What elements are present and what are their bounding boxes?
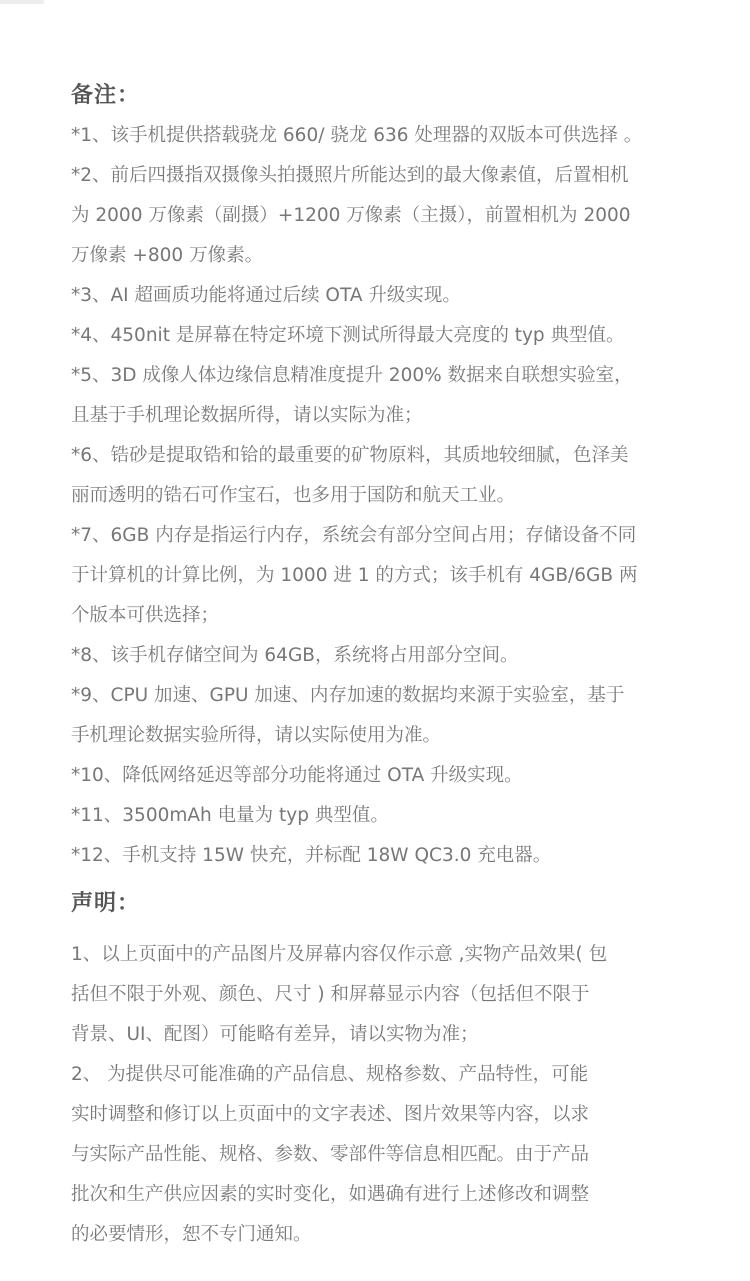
declaration-line: 2、 为提供尽可能准确的产品信息、规格参数、产品特性，可能 <box>71 1064 589 1085</box>
note-line: 丽而透明的锆石可作宝石，也多用于国防和航天工业。 <box>71 485 516 506</box>
note-line: *12、手机支持 15W 快充，并标配 18W QC3.0 充电器。 <box>71 845 552 866</box>
note-line: *1、该手机提供搭载骁龙 660/ 骁龙 636 处理器的双版本可供选择 。 <box>71 125 643 146</box>
note-line: 且基于手机理论数据所得，请以实际为准； <box>71 405 423 426</box>
note-line: *11、3500mAh 电量为 typ 典型值。 <box>71 805 389 826</box>
declaration-line: 的必要情形，恕不专门通知。 <box>71 1224 312 1245</box>
note-line: 万像素 +800 万像素。 <box>71 245 264 266</box>
notes-list <box>71 116 711 876</box>
declaration-heading: 声明： <box>71 891 141 916</box>
note-line: *4、450nit 是屏幕在特定环境下测试所得最大亮度的 typ 典型值。 <box>71 325 625 346</box>
declaration-list <box>71 935 711 1255</box>
top-edge-tab <box>0 0 44 4</box>
note-line: *3、AI 超画质功能将通过后续 OTA 升级实现。 <box>71 285 461 306</box>
declaration-line: 实时调整和修订以上页面中的文字表述、图片效果等内容，以求 <box>71 1104 590 1125</box>
note-line: 于计算机的计算比例，为 1000 进 1 的方式；该手机有 4GB/6GB 两 <box>71 565 638 586</box>
note-line: 为 2000 万像素（副摄）+1200 万像素（主摄），前置相机为 2000 <box>71 205 631 226</box>
note-line: *5、3D 成像人体边缘信息精准度提升 200% 数据来自联想实验室， <box>71 365 633 386</box>
note-line: *10、降低网络延迟等部分功能将通过 OTA 升级实现。 <box>71 765 523 786</box>
note-line: *8、该手机存储空间为 64GB，系统将占用部分空间。 <box>71 645 519 666</box>
declaration-line: 1、以上页面中的产品图片及屏幕内容仅作示意 ,实物产品效果( 包 <box>71 944 608 965</box>
declaration-line: 括但不限于外观、颜色、尺寸 ) 和屏幕显示内容（包括但不限于 <box>71 984 590 1005</box>
notes-document <box>71 76 711 1255</box>
note-line: 个版本可供选择； <box>71 605 220 626</box>
declaration-line: 背景、UI、配图）可能略有差异，请以实物为准； <box>71 1024 479 1045</box>
note-line: *2、前后四摄指双摄像头拍摄照片所能达到的最大像素值，后置相机 <box>71 165 629 186</box>
declaration-line: 批次和生产供应因素的实时变化，如遇确有进行上述修改和调整 <box>71 1184 590 1205</box>
note-line: *7、6GB 内存是指运行内存，系统会有部分空间占用；存储设备不同 <box>71 525 637 546</box>
note-line: *6、锆砂是提取锆和铪的最重要的矿物原料，其质地较细腻，色泽美 <box>71 445 629 466</box>
note-line: *9、CPU 加速、GPU 加速、内存加速的数据均来源于实验室，基于 <box>71 685 625 706</box>
note-line: 手机理论数据实验所得，请以实际使用为准。 <box>71 725 442 746</box>
declaration-line: 与实际产品性能、规格、参数、零部件等信息相匹配。由于产品 <box>71 1144 590 1165</box>
notes-heading: 备注： <box>71 83 141 108</box>
